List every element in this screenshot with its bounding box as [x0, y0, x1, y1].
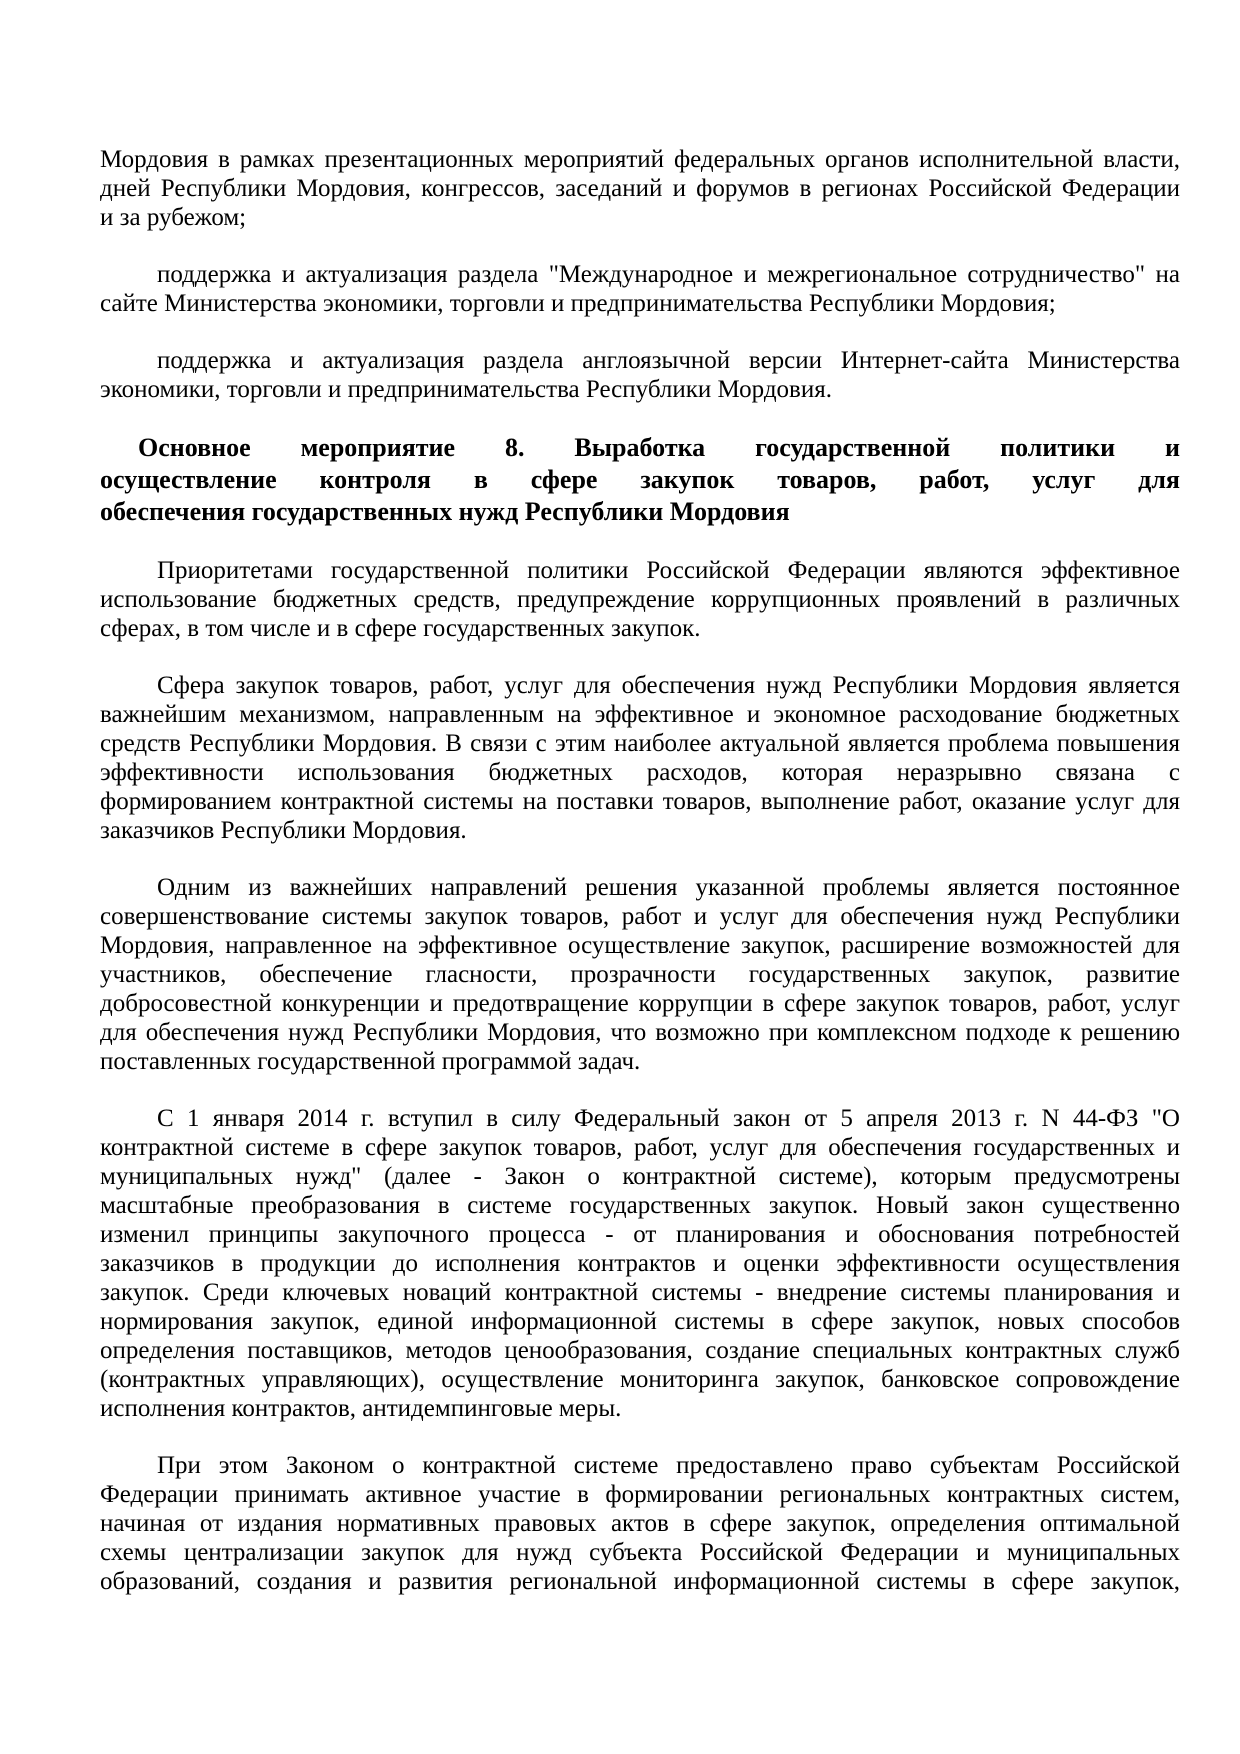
text-line: сайте Министерства экономики, торговли и предпринимательства Республики Мордовия; [100, 290, 1056, 317]
text-line: обеспечения государственных нужд Республики Мордовия [100, 497, 790, 526]
text-line: контрактной системе в сфере закупок товаров, работ, услуг для обеспечения государственных и [100, 1134, 1180, 1161]
text-line: средств Республики Мордовия. В связи с этим наиболее актуальной является проблема повышения [100, 730, 1180, 757]
section-heading [100, 432, 1180, 528]
text-line: Сфера закупок товаров, работ, услуг для обеспечения нужд Республики Мордовия является [157, 672, 1180, 699]
paragraph [100, 556, 1180, 643]
text-line: заказчиков в продукции до исполнения контрактов и оценки эффективности осуществления [100, 1250, 1180, 1277]
text-line: образований, создания и развития региональной информационной системы в сфере закупок, [100, 1568, 1180, 1595]
text-line: масштабные преобразования в системе государственных закупок. Новый закон существенно [100, 1192, 1180, 1219]
text-line: закупок. Среди ключевых новаций контрактной системы - внедрение системы планирования и [100, 1279, 1180, 1306]
text-line: поставленных государственной программой задач. [100, 1048, 641, 1075]
text-line: для обеспечения нужд Республики Мордовия, что возможно при комплексном подходе к решению [100, 1019, 1180, 1046]
text-line: формированием контрактной системы на поставки товаров, выполнение работ, оказание услуг для [100, 788, 1180, 815]
text-line: поддержка и актуализация раздела англоязычной версии Интернет-сайта Министерства [157, 347, 1180, 374]
paragraph [100, 873, 1180, 1076]
text-line: добросовестной конкуренции и предотвращение коррупции в сфере закупок товаров, работ, услуг [100, 990, 1180, 1017]
text-line: эффективности использования бюджетных расходов, которая неразрывно связана с [100, 759, 1180, 786]
text-line: Приоритетами государственной политики Российской Федерации являются эффективное [157, 557, 1180, 584]
text-line: и за рубежом; [100, 204, 247, 231]
paragraph [100, 1104, 1180, 1423]
paragraph [100, 145, 1180, 232]
text-line: изменил принципы закупочного процесса - от планирования и обоснования потребностей [100, 1221, 1180, 1248]
text-line: экономики, торговли и предпринимательства Республики Мордовия. [100, 376, 832, 403]
paragraph [100, 260, 1180, 318]
paragraph [100, 671, 1180, 845]
text-line: Основное мероприятие 8. Выработка государственной политики и [138, 433, 1180, 462]
paragraph [100, 1451, 1180, 1596]
text-line: осуществление контроля в сфере закупок товаров, работ, услуг для [100, 465, 1180, 494]
text-line: Мордовия в рамках презентационных мероприятий федеральных органов исполнительной власти, [100, 146, 1180, 173]
text-line: начиная от издания нормативных правовых актов в сфере закупок, определения оптимальной [100, 1510, 1180, 1537]
text-line: (контрактных управляющих), осуществление мониторинга закупок, банковское сопровождение [100, 1366, 1180, 1393]
text-line: сферах, в том числе и в сфере государственных закупок. [100, 615, 701, 642]
text-line: схемы централизации закупок для нужд субъекта Российской Федерации и муниципальных [100, 1539, 1180, 1566]
text-line: совершенствование системы закупок товаров, работ и услуг для обеспечения нужд Республики [100, 903, 1180, 930]
text-line: Мордовия, направленное на эффективное осуществление закупок, расширение возможностей для [100, 932, 1180, 959]
paragraph [100, 346, 1180, 404]
text-line: При этом Законом о контрактной системе предоставлено право субъектам Российской [157, 1452, 1180, 1479]
text-line: использование бюджетных средств, предупреждение коррупционных проявлений в различных [100, 586, 1180, 613]
text-line: определения поставщиков, методов ценообразования, создание специальных контрактных служб [100, 1337, 1180, 1364]
text-line: важнейшим механизмом, направленным на эффективное и экономное расходование бюджетных [100, 701, 1180, 728]
text-line: заказчиков Республики Мордовия. [100, 817, 467, 844]
text-line: участников, обеспечение гласности, прозрачности государственных закупок, развитие [100, 961, 1180, 988]
text-line: дней Республики Мордовия, конгрессов, заседаний и форумов в регионах Российской Федерации [100, 175, 1180, 202]
text-line: Одним из важнейших направлений решения указанной проблемы является постоянное [157, 874, 1180, 901]
document-body [100, 145, 1180, 1596]
text-line: поддержка и актуализация раздела "Международное и межрегиональное сотрудничество" на [157, 261, 1180, 288]
text-line: исполнения контрактов, антидемпинговые меры. [100, 1395, 622, 1422]
text-line: муниципальных нужд" (далее - Закон о контрактной системе), которым предусмотрены [100, 1163, 1180, 1190]
text-line: Федерации принимать активное участие в формировании региональных контрактных систем, [100, 1481, 1180, 1508]
text-line: нормирования закупок, единой информационной системы в сфере закупок, новых способов [100, 1308, 1180, 1335]
text-line: С 1 января 2014 г. вступил в силу Федеральный закон от 5 апреля 2013 г. N 44-ФЗ "О [157, 1105, 1180, 1132]
